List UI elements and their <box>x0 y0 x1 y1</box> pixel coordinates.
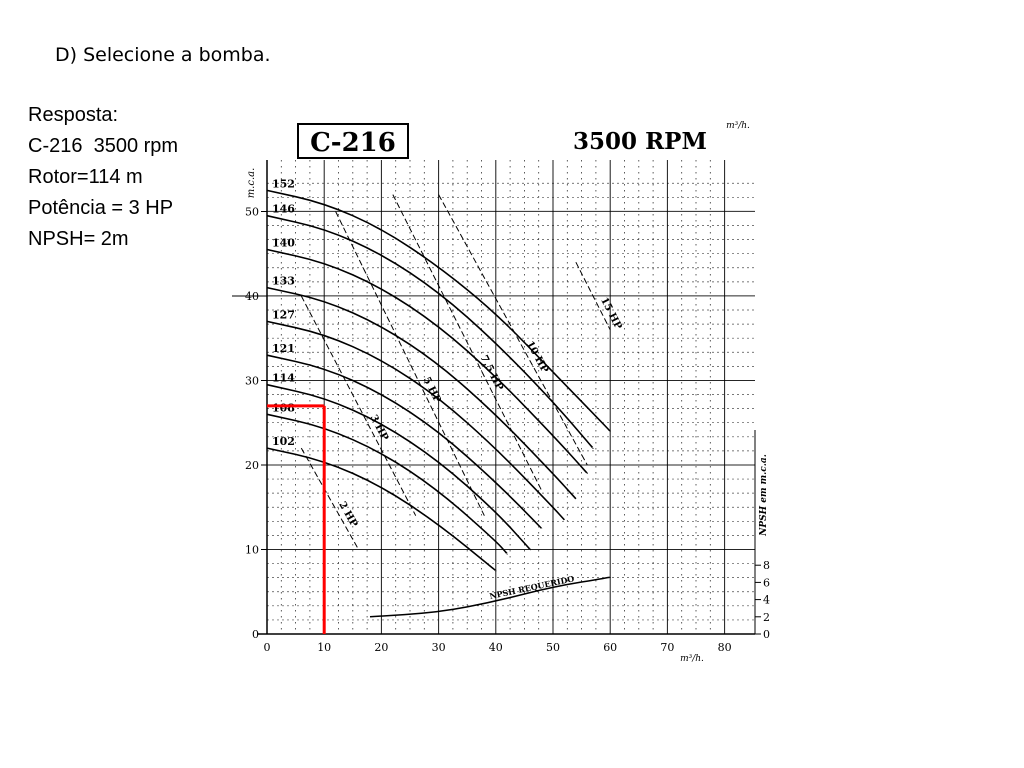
power-line-label: 7,5 HP <box>477 353 505 393</box>
answer-line: NPSH= 2m <box>28 228 129 250</box>
y-tick-label: 0 <box>252 628 259 641</box>
impeller-curve-label: 152 <box>272 177 295 191</box>
y-tick-label: 40 <box>245 290 259 303</box>
impeller-curve-label: 102 <box>272 435 295 449</box>
chart-axes <box>232 160 755 634</box>
impeller-curve <box>267 288 576 499</box>
impeller-curve-label: 108 <box>272 401 295 415</box>
y-tick-label: 10 <box>245 543 259 557</box>
x-tick-label: 40 <box>488 641 503 654</box>
y-tick-label: 30 <box>245 374 259 388</box>
impeller-curve <box>267 216 593 448</box>
x-tick-label: 0 <box>263 641 271 654</box>
right-tick-label: 4 <box>763 593 770 607</box>
right-tick-label: 6 <box>763 576 770 590</box>
top-unit-label: m³/h. <box>726 121 750 131</box>
answer-line: C-216 3500 rpm <box>28 135 179 157</box>
y-tick-label: 50 <box>245 205 259 219</box>
right-tick-label: 2 <box>763 610 770 624</box>
impeller-curve-label: 140 <box>272 236 295 250</box>
chart-grid <box>267 160 755 634</box>
answer-line: Rotor=114 m <box>28 166 143 188</box>
x-tick-label: 60 <box>603 641 618 654</box>
x-tick-label: 80 <box>717 641 732 654</box>
impeller-curve-label: 114 <box>272 371 295 385</box>
x-tick-label: 70 <box>660 641 675 654</box>
power-line-label: 3 HP <box>367 413 390 443</box>
power-line-label: 10 HP <box>523 339 550 375</box>
y-axis-label: m.c.a. <box>246 167 257 199</box>
power-line-label: 5 HP <box>420 375 443 405</box>
x-axis-label: m³/h. <box>680 654 704 664</box>
question-text: D) Selecione a bomba. <box>55 44 271 66</box>
model-label: C-216 <box>310 128 396 158</box>
impeller-curve-label: 127 <box>272 308 295 322</box>
right-axis-label: NPSH em m.c.a. <box>759 454 769 536</box>
impeller-curve-label: 146 <box>272 202 295 216</box>
impeller-curve-label: 133 <box>272 274 295 288</box>
x-tick-label: 10 <box>317 641 332 654</box>
npsh-curve-label: NPSH REQUERIDO <box>488 573 576 602</box>
x-tick-label: 20 <box>374 641 389 654</box>
chart-title: 3500 RPM <box>573 128 707 155</box>
impeller-curve-label: 121 <box>272 342 295 356</box>
answer-line: Potência = 3 HP <box>28 197 174 219</box>
right-tick-label: 8 <box>763 559 770 573</box>
right-tick-label: 0 <box>763 628 770 641</box>
power-line-label: 2 HP <box>336 499 360 530</box>
answer-line: Resposta: <box>28 104 119 126</box>
impeller-curve <box>267 321 564 520</box>
x-tick-label: 30 <box>431 641 446 654</box>
power-lines <box>301 195 623 550</box>
y-tick-label: 20 <box>245 459 259 472</box>
x-tick-label: 50 <box>546 641 560 654</box>
power-line <box>301 448 358 549</box>
npsh-curve-group <box>370 573 610 616</box>
power-line-label: 15 HP <box>598 295 624 332</box>
